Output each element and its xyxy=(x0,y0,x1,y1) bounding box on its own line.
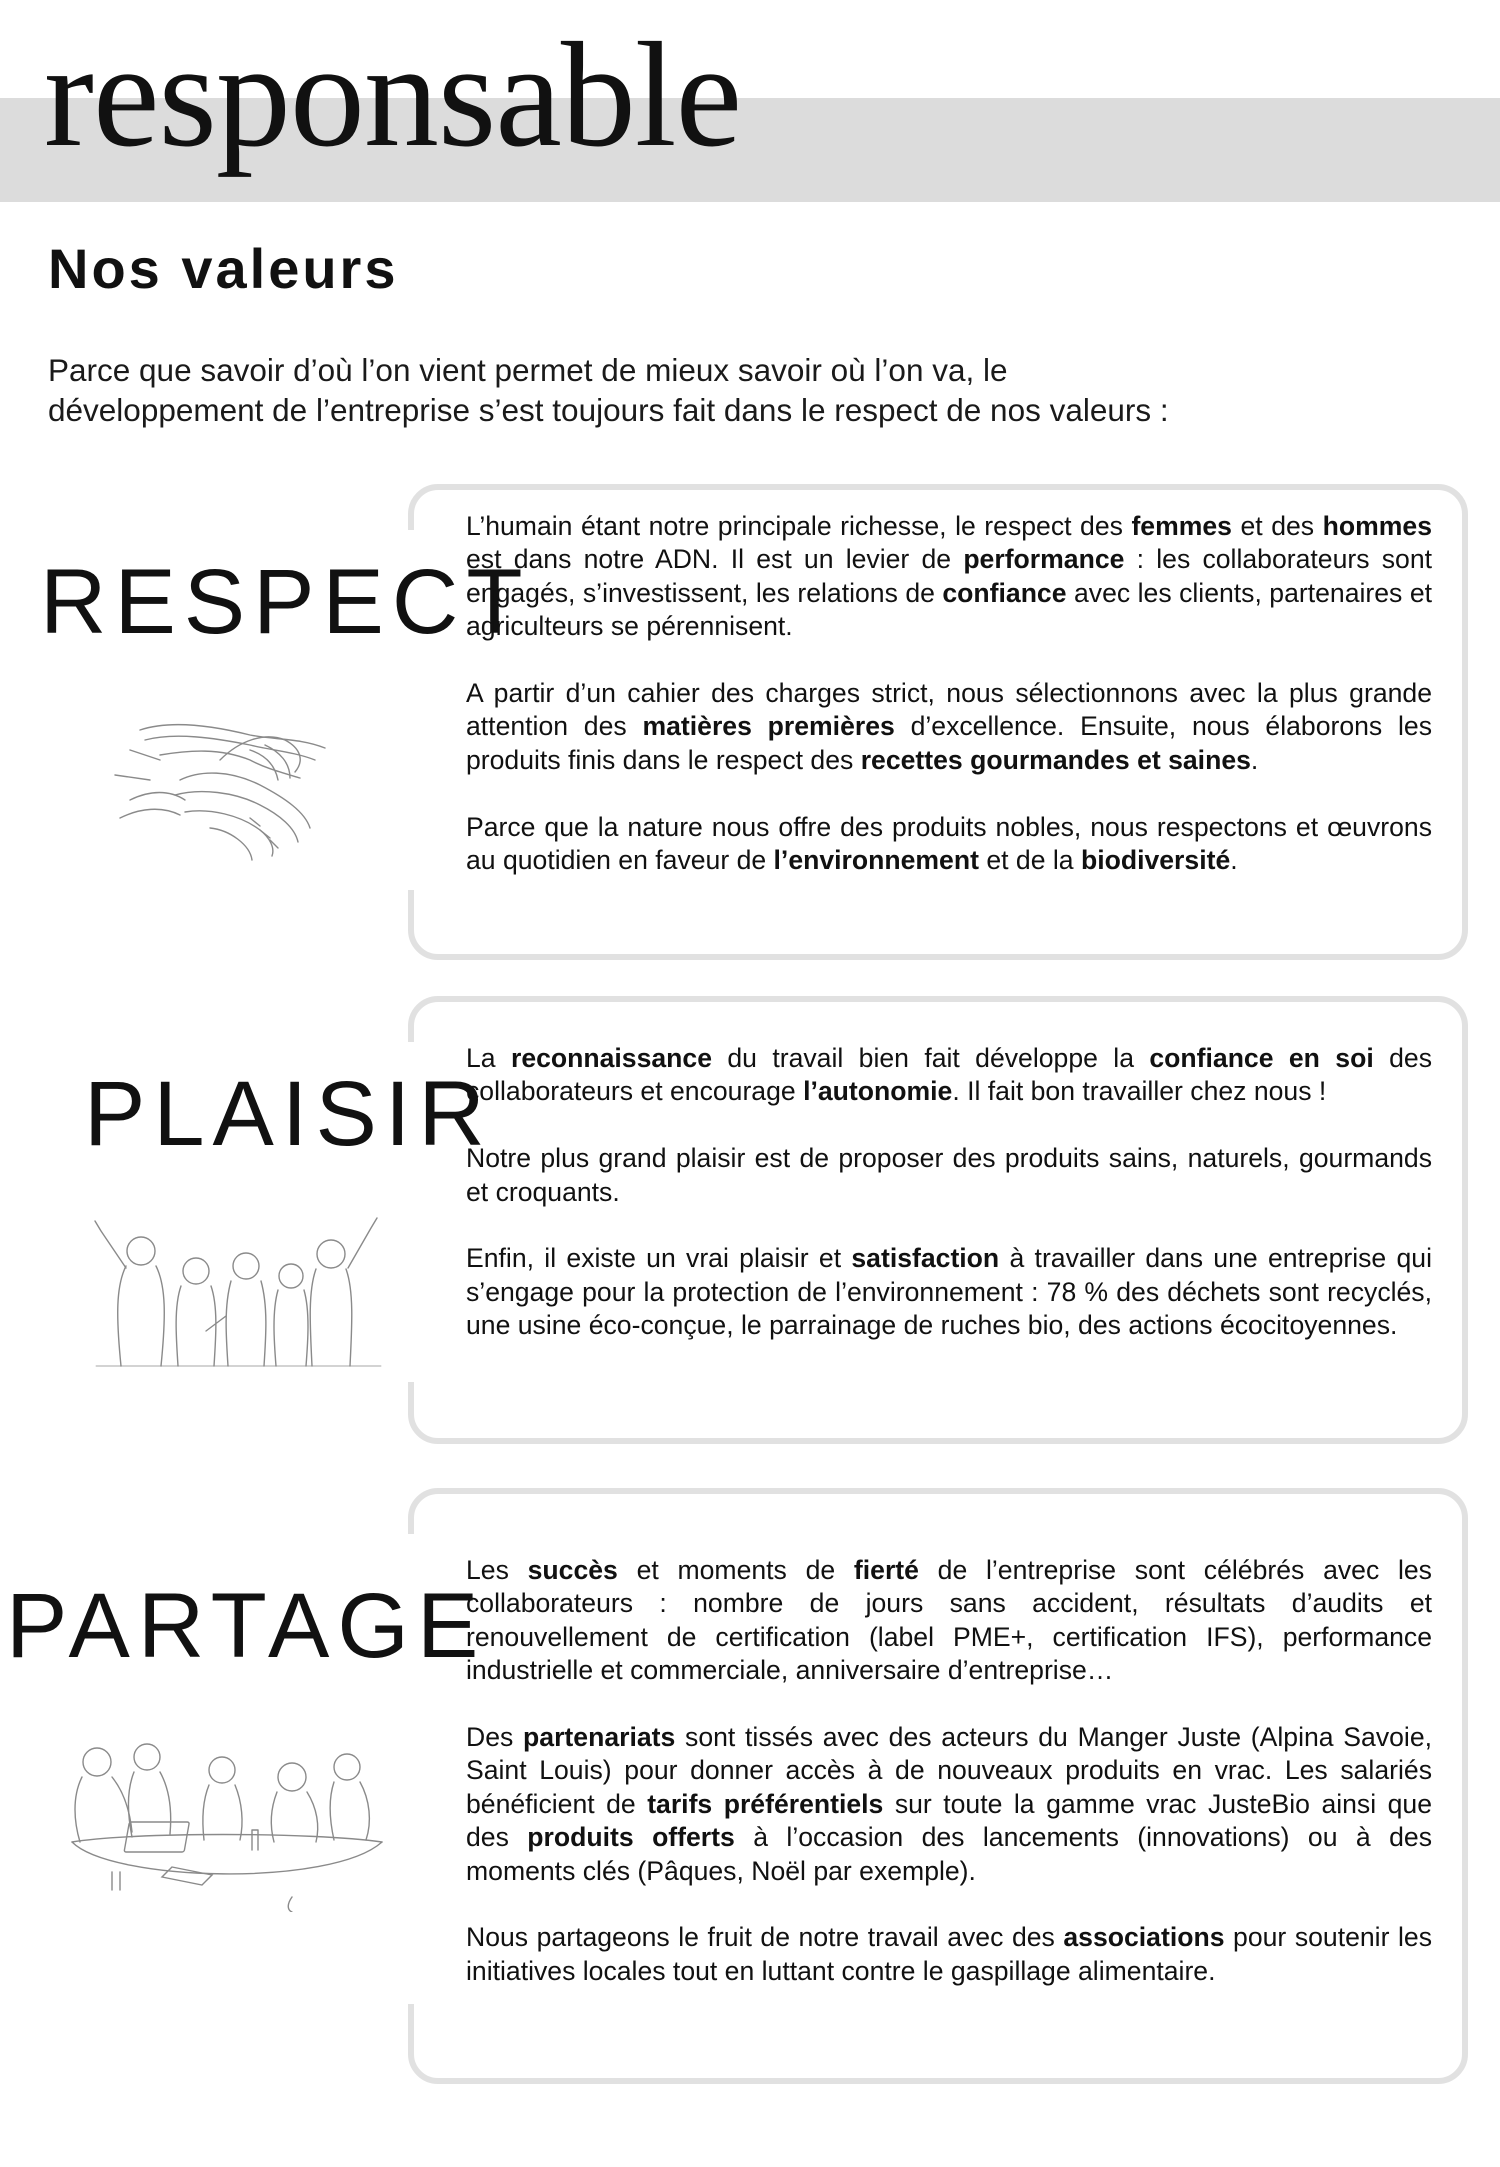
text-run: sur toute la gamme vrac JusteBio ainsi que des xyxy=(466,1788,1432,1853)
text-run: Parce que la nature nous offre des produits nobles, nous respectons et œuvrons au quotidien en faveur de xyxy=(466,811,1432,876)
text-run: Des xyxy=(466,1722,524,1753)
emphasis-text: reconnaissance xyxy=(510,1043,713,1073)
paragraph xyxy=(466,1142,1432,1209)
paragraph xyxy=(466,811,1432,878)
emphasis-text: biodiversité xyxy=(1080,845,1231,876)
plaisir-text xyxy=(466,1042,1432,1343)
text-run: . xyxy=(1230,845,1238,876)
cheering-team-illustration xyxy=(86,1206,386,1376)
text-run: Les xyxy=(466,1555,528,1585)
emphasis-text: partenariats xyxy=(523,1722,676,1753)
value-title-partage: PARTAGE xyxy=(6,1575,487,1677)
emphasis-text: confiance xyxy=(942,577,1067,608)
paragraph xyxy=(466,677,1432,777)
partage-text xyxy=(466,1554,1432,1988)
paragraph xyxy=(466,510,1432,644)
text-run: La xyxy=(466,1043,511,1073)
value-title-plaisir: PLAISIR xyxy=(84,1063,493,1165)
text-run: de l’entreprise sont célébrés avec les collaborateurs : nombre de jours sans accident, résultats d’audits et renouvellement de certification (label PME+, certification IFS), performance industrielle et commerciale, anniversaire d’entreprise… xyxy=(466,1555,1432,1686)
text-run: . xyxy=(1250,744,1259,775)
emphasis-text: fierté xyxy=(853,1555,919,1585)
emphasis-text: satisfaction xyxy=(851,1243,1000,1274)
text-run: sont tissés avec des acteurs du Manger Juste (Alpina Savoie, Saint Louis) pour donner accès à de nouveaux produits en vrac. Les salariés bénéficient de xyxy=(466,1722,1433,1819)
emphasis-text: produits offerts xyxy=(527,1822,735,1853)
text-run: est dans notre ADN. Il est un levier de xyxy=(466,544,964,575)
text-run: . Il fait bon travailler chez nous ! xyxy=(952,1076,1327,1107)
text-run: A partir d’un cahier des charges strict, nous sélectionnons avec la plus grande attention des xyxy=(466,678,1432,742)
value-title-respect: RESPECT xyxy=(40,551,531,653)
emphasis-text: succès xyxy=(527,1555,618,1585)
emphasis-text: tarifs préférentiels xyxy=(647,1788,884,1819)
emphasis-text: l’environnement xyxy=(773,845,979,876)
paragraph xyxy=(466,1554,1432,1688)
text-run: Enfin, il existe un vrai plaisir et xyxy=(466,1243,852,1274)
intro-line: développement de l’entreprise s’est toujours fait dans le respect de nos valeurs : xyxy=(48,392,1169,428)
text-run: à travailler dans une entreprise qui s’engage pour la protection de l’environnement : 78 % des déchets sont recyclés, une usine éco-conçue, le parrainage de ruches bio, des actions écocitoyennes. xyxy=(466,1243,1432,1341)
emphasis-text: hommes xyxy=(1322,511,1432,541)
text-run: du travail bien fait développe la xyxy=(712,1043,1150,1073)
paragraph xyxy=(466,1042,1432,1109)
respect-text xyxy=(466,510,1432,877)
handshake-illustration xyxy=(100,700,350,875)
emphasis-text: matières premières xyxy=(642,711,895,742)
emphasis-text: l’autonomie xyxy=(803,1076,953,1107)
team-meeting-illustration xyxy=(52,1722,392,1912)
intro-paragraph xyxy=(48,350,1468,430)
intro-line: Parce que savoir d’où l’on vient permet de mieux savoir où l’on va, le xyxy=(48,352,1008,388)
text-run: et moments de xyxy=(617,1555,854,1585)
text-run: avec les clients, partenaires et agriculteurs se pérennisent. xyxy=(466,577,1432,642)
paragraph xyxy=(466,1921,1432,1988)
text-run: pour soutenir les initiatives locales tout en luttant contre le gaspillage alimentaire. xyxy=(466,1922,1433,1986)
text-run: d’excellence. Ensuite, nous élaborons les produits finis dans le respect des xyxy=(466,711,1432,775)
emphasis-text: confiance en soi xyxy=(1149,1043,1374,1073)
text-run: et de la xyxy=(978,845,1081,876)
text-run: Notre plus grand plaisir est de proposer des produits sains, naturels, gourmands et croquants. xyxy=(466,1143,1432,1207)
text-run: : les collaborateurs sont engagés, s’investissent, les relations de xyxy=(466,544,1432,608)
section-title: Nos valeurs xyxy=(48,237,399,300)
text-run: à l’occasion des lancements (innovations) ou à des moments clés (Pâques, Noël par exemple). xyxy=(466,1822,1432,1886)
paragraph xyxy=(466,1721,1432,1888)
text-run: Nous partageons le fruit de notre travail avec des xyxy=(466,1922,1064,1953)
text-run: des collaborateurs et encourage xyxy=(466,1043,1432,1107)
header-title: responsable xyxy=(44,12,742,178)
text-run: L’humain étant notre principale richesse, le respect des xyxy=(466,511,1132,541)
text-run: et des xyxy=(1231,511,1323,541)
emphasis-text: recettes gourmandes et saines xyxy=(860,744,1251,775)
emphasis-text: femmes xyxy=(1131,511,1232,541)
emphasis-text: associations xyxy=(1063,1922,1225,1953)
emphasis-text: performance xyxy=(963,544,1125,575)
paragraph xyxy=(466,1242,1432,1342)
